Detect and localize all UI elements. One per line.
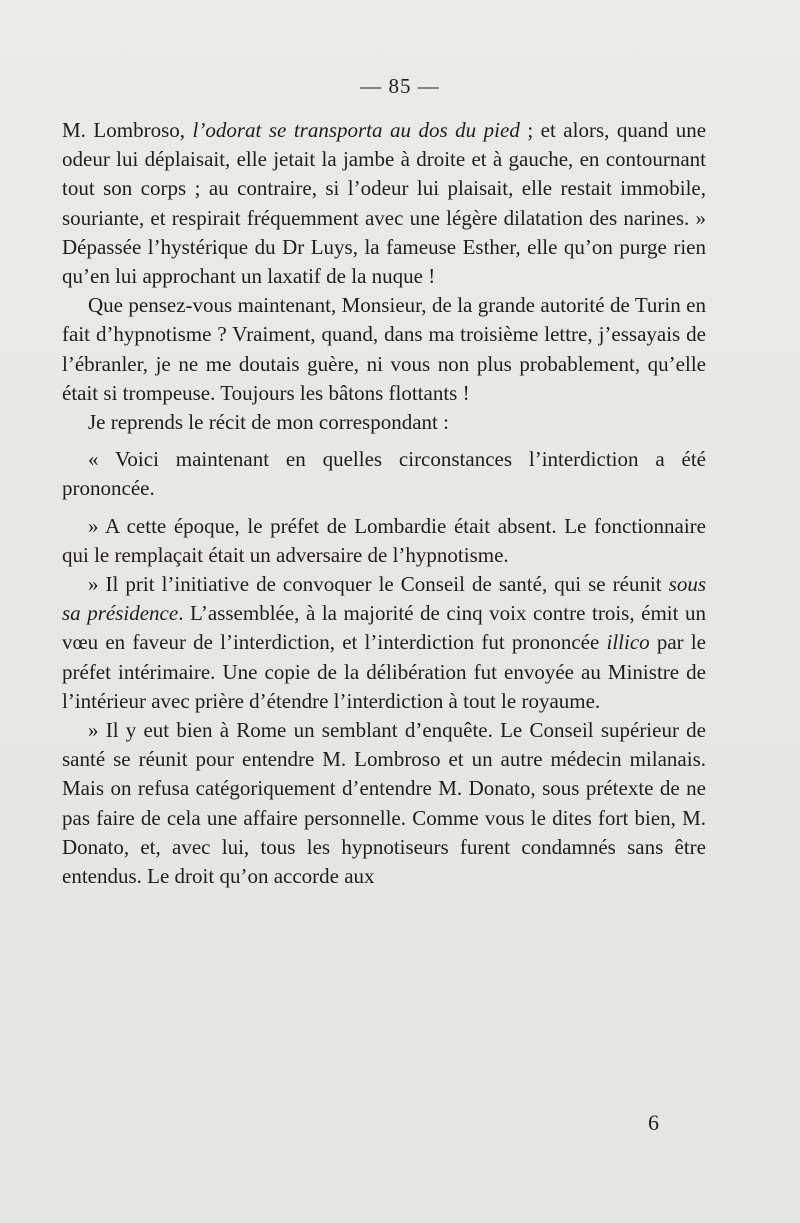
signature-mark: 6 [648,1110,659,1135]
text-segment: ; et alors, quand une odeur lui déplaisait, elle jetait la jambe à droite et à gauche, en contournant tout son corps ; au contraire, si l’odeur lui plaisait, elle restait immobile, souriante, et respirait fréquemment avec une légère dilatation des narines. » Dépassée l’hystérique du Dr Luys, la fameuse Esther, elle qu’on purge rien qu’en lui approchant un laxatif de la nuque ! [62,118,707,289]
text-segment: » Il prit l’initiative de convoquer le Conseil de santé, qui se réunit [88,572,669,597]
page-number-header: — 85 — [360,74,440,98]
paragraph [62,716,706,891]
text-segment: Que pensez-vous maintenant, Monsieur, de la grande autorité de Turin en fait d’hypnotisme ? Vraiment, quand, dans ma troisième lettre, j’essayais de l’ébranler, je ne me doutais guère, ni vous non plus probablement, qu’elle était si trompeuse. Toujours les bâtons flottants ! [62,293,706,405]
paragraph [62,408,706,437]
italic-text-segment: sous sa présidence [62,572,706,626]
text-segment: » A cette époque, le préfet de Lombardie était absent. Le fonctionnaire qui le remplaçait était un adversaire de l’hypnotisme. [62,513,706,567]
page-body-text [62,116,706,891]
text-segment: » Il y eut bien à Rome un semblant d’enquête. Le Conseil supérieur de santé se réunit pour entendre M. Lombroso et un autre médecin milanais. Mais on refusa catégoriquement d’entendre M. Donato, sous prétexte de ne pas faire de cela une affaire personnelle. Comme vous le dites fort bien, M. Donato, et, avec lui, tous les hypnotiseurs furent condamnés sans être entendus. Le droit qu’on accorde aux [62,718,706,889]
italic-text-segment: l’odorat se transporta au dos du pied [192,118,520,142]
italic-text-segment: illico [606,630,650,655]
text-segment: par le préfet intérimaire. Une copie de la délibération fut envoyée au Ministre de l’intérieur avec prière d’étendre l’interdiction à tout le royaume. [62,630,706,713]
text-segment: M. Lombroso, [62,118,193,142]
paragraph [62,116,706,291]
text-segment: « Voici maintenant en quelles circonstances l’interdiction a été prononcée. [62,447,706,501]
paragraph [62,445,706,503]
text-segment: . L’assemblée, à la majorité de cinq voix contre trois, émit un vœu en faveur de l’interdiction, et l’interdiction fut prononcée [62,601,707,655]
paragraph [62,570,706,716]
text-segment: Je reprends le récit de mon correspondant : [88,410,449,435]
paragraph [62,291,706,408]
paragraph [62,512,706,570]
